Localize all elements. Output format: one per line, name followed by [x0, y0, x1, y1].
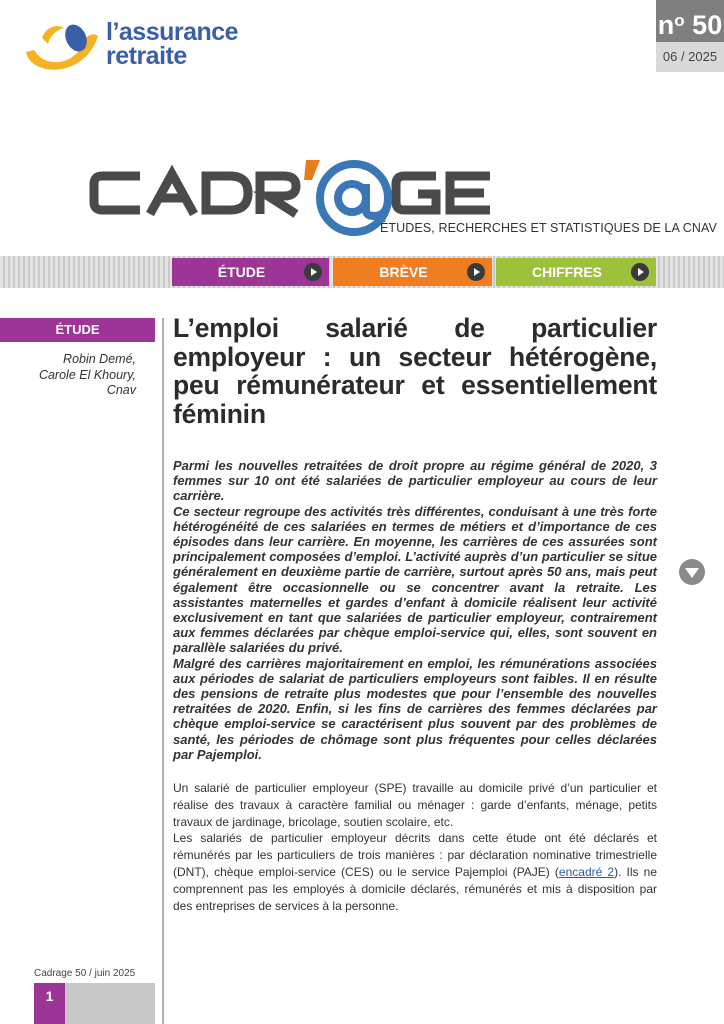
nav-tab-breve-label: BRÈVE: [379, 264, 428, 280]
author-line: Robin Demé,: [63, 352, 136, 366]
issue-number-badge: [656, 0, 724, 42]
nav-tab-chiffres[interactable]: [496, 258, 656, 286]
footer-label: Cadrage 50 / juin 2025: [34, 968, 136, 979]
play-icon: [631, 263, 649, 281]
article-abstract: [173, 458, 657, 762]
nav-tab-etude-label: ÉTUDE: [217, 264, 266, 280]
issue-date: 06 / 2025: [656, 42, 724, 72]
body-paragraph: Un salarié de particulier employeur (SPE) travaille au domicile privé d’un particulier et réalise des travaux à caractère familial ou ménager : garde d’enfants, ménage, petits travaux de jardinage, bricolage, soutien scolaire, etc.: [173, 781, 657, 829]
logo-line2: retraite: [106, 42, 187, 70]
author-line: Carole El Khoury,: [38, 367, 136, 382]
abstract-paragraph: Ce secteur regroupe des activités très différentes, conduisant à une très forte hétérogénéité de ces salariées en termes de métiers et d’importance de ces épisodes dans leur carrière. En moyenne, les carrières de ces assurées sont principalement composées d’emploi. L’activité auprès d’un particulier se situe généralement en deuxième partie de carrière, surtout après 50 ans, mais peut également être occasionnelle ou se concentrer avant la retraite. Les assistantes maternelles et gardes d’enfant à domicile réalisent leur activité exclusivement en tant que salariées de particulier employeur, contrairement aux femmes déclarées par chèque emploi-service qui, elles, sont souvent en parallèle salariées du privé.: [173, 503, 657, 656]
abstract-paragraph: Parmi les nouvelles retraitées de droit propre au régime général de 2020, 3 femmes sur 10 ont été salariées de particulier employeur au cours de leur carrière.: [173, 458, 657, 504]
play-icon: [304, 263, 322, 281]
column-divider: [162, 318, 164, 1024]
play-icon: [467, 263, 485, 281]
author-line: Cnav: [106, 383, 136, 397]
authors: [8, 352, 136, 399]
encadre-2-link[interactable]: encadré 2: [558, 864, 615, 879]
logo-wordmark: [106, 20, 238, 68]
nav-tab-breve[interactable]: [333, 258, 492, 286]
abstract-paragraph: Malgré des carrières majoritairement en emploi, les rémunérations associées aux périodes de salariat de particuliers employeurs sont faibles. Il en résulte des pensions de retraite plus modestes que pour l’ensemble des nouvelles retraitées de 2020. Enfin, si les fins de carrières des femmes déclarées par chèque emploi-service se caractérisent plus souvent par des problèmes de santé, les périodes de chômage sont plus fréquentes pour celles déclarées par Pajemploi.: [173, 655, 657, 762]
page-number: 1: [34, 983, 65, 1024]
scroll-down-icon[interactable]: [679, 559, 705, 585]
issue-prefix: n: [657, 10, 675, 40]
footer-bar: [65, 983, 155, 1024]
issue-sup: o: [674, 11, 685, 30]
publication-subtitle: ÉTUDES, RECHERCHES ET STATISTIQUES DE LA CNAV: [380, 221, 717, 235]
nav-tab-chiffres-label: CHIFFRES: [532, 264, 602, 280]
article-title: L’emploi salarié de particulier employeur : un secteur hétérogène, peu rémunérateur et essentiellement féminin: [173, 313, 657, 429]
article-body: [173, 780, 657, 914]
body-text-part: ). Ils ne comprennent pas les employés à domicile déclarés, rémunérés et mis à disposition par des entreprises de services à la personne.: [173, 864, 657, 913]
section-tag: ÉTUDE: [0, 318, 155, 342]
issue-number: 50: [692, 10, 723, 40]
nav-tab-etude[interactable]: [172, 258, 329, 286]
body-text-part: Les salariés de particulier employeur décrits dans cette étude ont été déclarés et rémunérés par les particuliers de trois manières : par déclaration nominative trimestrielle (DNT), chèque emploi-service (CES) ou le service Pajemploi (PAJE) (: [173, 831, 657, 879]
logo-line1: l’assurance: [106, 18, 239, 46]
body-paragraph: [173, 830, 657, 914]
